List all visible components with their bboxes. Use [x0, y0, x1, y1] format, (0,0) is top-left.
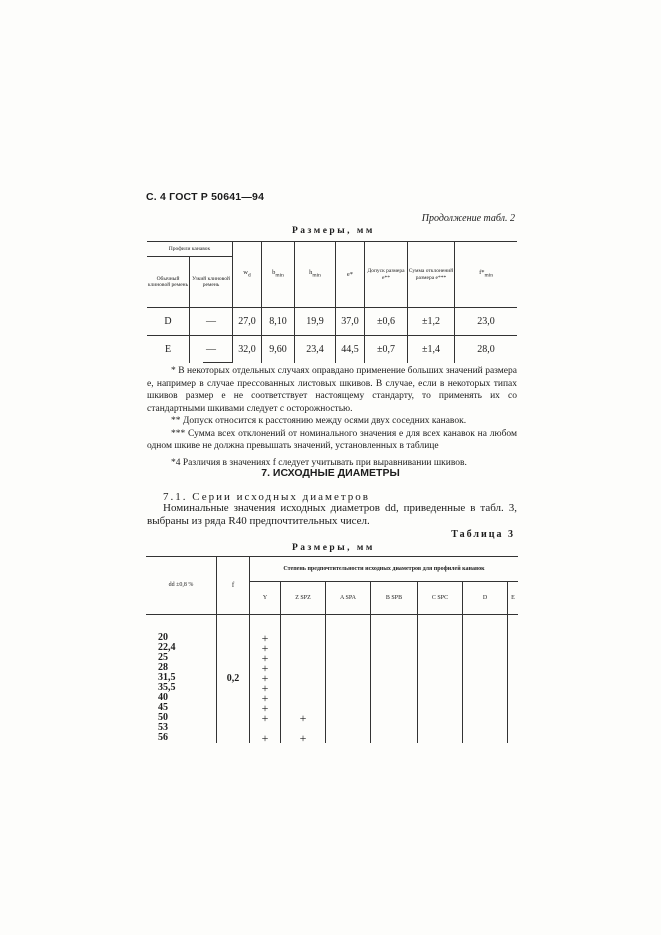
table-continuation-label: Продолжение табл. 2 — [421, 213, 515, 224]
plus-mark: + — [261, 651, 269, 665]
table2-units: Размеры, мм — [292, 226, 375, 236]
table-3 — [146, 556, 518, 743]
col-profile-y: Y — [250, 582, 281, 615]
plus-mark: + — [299, 711, 307, 725]
diameter-value: 40 — [158, 692, 168, 703]
col-profile-b: B SPB — [371, 582, 418, 615]
subsection-title: 7.1. Серии исходных диаметров — [163, 491, 370, 503]
section-title: 7. ИСХОДНЫЕ ДИАМЕТРЫ — [261, 467, 400, 479]
diameter-value: 53 — [158, 722, 168, 733]
plus-mark: + — [261, 661, 269, 675]
col-fmin: $f*_{min}$ — [455, 242, 518, 308]
col-e-sum: Сумма отклонений размера e*** — [408, 242, 455, 308]
col-hmin: $h_{min}$ — [295, 242, 336, 308]
col-narrow-belt: Узкий клиновой ремень — [190, 257, 233, 308]
diameter-value: 45 — [158, 702, 168, 713]
plus-mark: + — [261, 681, 269, 695]
footnote-separator — [203, 362, 233, 363]
plus-mark: + — [261, 711, 269, 725]
diameter-value: 50 — [158, 712, 168, 723]
footnote-3: *** Сумма всех отклонений от номинального значения e для всех канавок на любом одном шкиве не должна превышать значений, установленных в таблице — [147, 428, 517, 451]
plus-mark: + — [261, 641, 269, 655]
plus-mark: + — [299, 731, 307, 745]
plus-mark — [281, 643, 325, 653]
col-profile-z: Z SPZ — [281, 582, 326, 615]
table3-units: Размеры, мм — [292, 543, 375, 553]
diameter-value: 20 — [158, 632, 168, 643]
col-wd: $w_d$ — [233, 242, 262, 308]
col-profile-d: D — [463, 582, 508, 615]
profile-y-marks — [250, 615, 281, 744]
plus-mark: + — [261, 701, 269, 715]
plus-mark — [281, 683, 325, 693]
diameter-value: 25 — [158, 652, 168, 663]
diameter-value: 35,5 — [158, 682, 176, 693]
table3-caption: Таблица 3 — [451, 529, 515, 540]
col-profile-e: E — [508, 582, 519, 615]
col-bmin: $b_{min}$ — [262, 242, 295, 308]
footnote-2: ** Допуск относится к расстоянию между осями двух соседних канавок. — [171, 416, 467, 426]
profile-c-marks — [418, 615, 463, 744]
plus-mark — [281, 673, 325, 683]
col-profile-c: C SPC — [418, 582, 463, 615]
col-f: f — [217, 557, 250, 615]
footnotes — [147, 365, 517, 469]
plus-mark — [281, 693, 325, 703]
col-dd: dd ±0,8 % — [146, 557, 217, 615]
plus-mark: + — [261, 631, 269, 645]
table-2 — [147, 241, 517, 363]
diameter-value: 56 — [158, 732, 168, 743]
profile-d-marks — [463, 615, 508, 744]
profile-z-marks — [281, 615, 326, 744]
table-body-row — [146, 615, 518, 744]
profile-e-marks — [508, 615, 519, 744]
profile-a-marks — [326, 615, 371, 744]
plus-mark: + — [261, 731, 269, 745]
plus-mark — [281, 633, 325, 643]
profile-b-marks — [371, 615, 418, 744]
plus-mark: + — [261, 691, 269, 705]
col-classic-belt: Обычный клиновой ремень — [147, 257, 190, 308]
footnote-4: *4 Различия в значениях f следует учитывать при выравнивании шкивов. — [171, 457, 467, 468]
diameters-list — [146, 615, 217, 744]
f-value: 0,2 — [217, 615, 250, 744]
plus-mark: + — [261, 671, 269, 685]
col-e: e* — [336, 242, 365, 308]
table-row: D — 27,0 8,10 19,9 37,0 ±0,6 ±1,2 23,0 — [147, 308, 517, 336]
footnote-1: * В некоторых отдельных случаях оправдано применение больших значений размера e, например в случае прессованных листовых шкивов. В случае, если в некоторых типах шкивов размер e не соответствует настоящему стандарту, то применять их со стандартными шкивами следует с осторожностью. — [147, 366, 517, 414]
page-header: С. 4 ГОСТ Р 50641—94 — [146, 191, 265, 203]
table-row: E — 32,0 9,60 23,4 44,5 ±0,7 ±1,4 28,0 — [147, 336, 517, 364]
section-paragraph: Номинальные значения исходных диаметров dd, приведенные в табл. 3, выбраны из ряда R40 предпочтительных чисел. — [147, 502, 517, 527]
diameter-value: 22,4 — [158, 642, 176, 653]
col-profile-a: A SPA — [326, 582, 371, 615]
profiles-degree-header: Степень предпочтительности исходных диаметров для профилей канавок — [250, 557, 519, 582]
plus-mark — [281, 663, 325, 673]
profiles-group-header: Профили канавок — [147, 242, 233, 257]
plus-mark — [281, 653, 325, 663]
col-e-tolerance: Допуск размера e** — [365, 242, 408, 308]
diameter-value: 31,5 — [158, 672, 176, 683]
diameter-value: 28 — [158, 662, 168, 673]
